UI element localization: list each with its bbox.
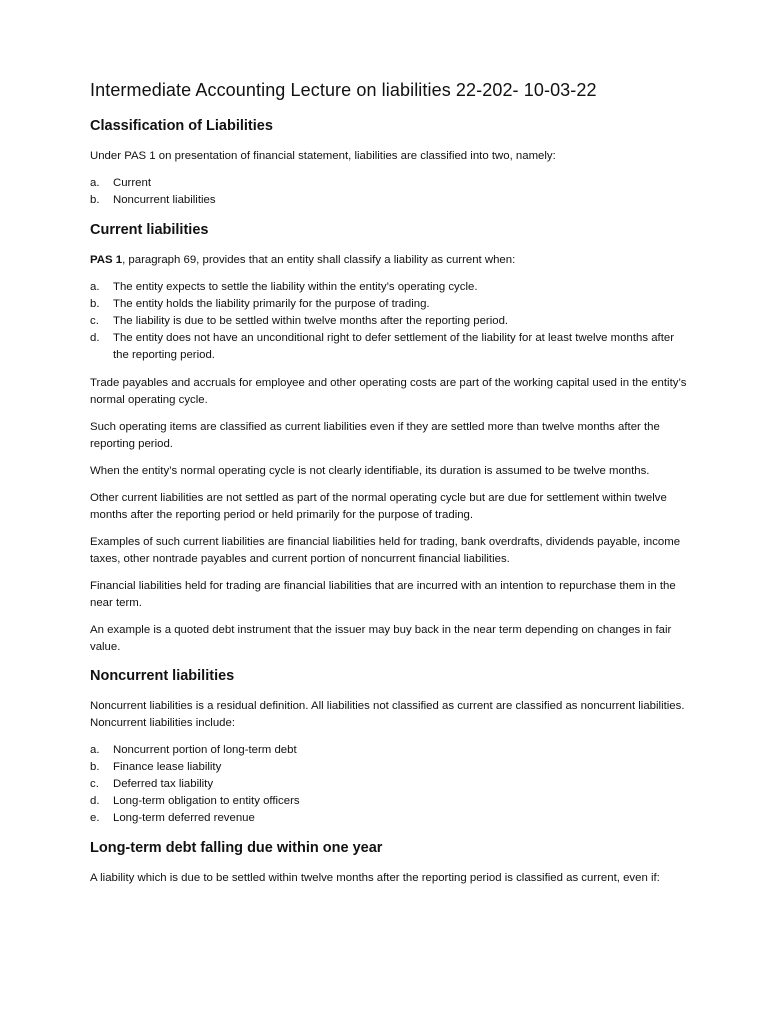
list-item-text: The entity expects to settle the liability within the entity’s operating cycle. (113, 281, 478, 293)
noncurrent-list (90, 742, 690, 827)
paragraph-operating-items: Such operating items are classified as current liabilities even if they are settled more than twelve months after the reporting period. (90, 421, 660, 450)
long-term-intro: A liability which is due to be settled within twelve months after the reporting period is classified as current, even if: (90, 872, 660, 884)
heading-classification: Classification of Liabilities (90, 118, 273, 134)
classification-intro: Under PAS 1 on presentation of financial statement, liabilities are classified into two, namely: (90, 150, 556, 162)
list-item (90, 759, 690, 776)
document-title: Intermediate Accounting Lecture on liabilities 22-202- 10-03-22 (90, 80, 597, 100)
list-marker: a. (90, 177, 100, 189)
list-marker: e. (90, 812, 100, 824)
list-marker: d. (90, 332, 100, 344)
classification-list (90, 175, 690, 209)
current-criteria-list (90, 279, 690, 364)
list-marker: d. (90, 795, 100, 807)
list-item (90, 296, 690, 313)
list-marker: c. (90, 315, 99, 327)
list-marker: a. (90, 744, 100, 756)
list-item-text: Deferred tax liability (113, 778, 214, 790)
noncurrent-intro: Noncurrent liabilities is a residual definition. All liabilities not classified as current are classified as noncurrent liabilities. Noncurrent liabilities include: (90, 700, 685, 729)
list-item-text: Noncurrent liabilities (113, 194, 216, 206)
list-item (90, 330, 690, 364)
list-marker: b. (90, 298, 100, 310)
list-item-text: Current (113, 177, 151, 189)
heading-long-term-debt: Long-term debt falling due within one year (90, 840, 383, 856)
list-item-text: The entity holds the liability primarily for the purpose of trading. (113, 298, 430, 310)
current-intro (90, 252, 690, 269)
list-item (90, 776, 690, 793)
list-item-text: The entity does not have an unconditional right to defer settlement of the liability for at least twelve months after the reporting period. (113, 332, 674, 361)
list-item (90, 313, 690, 330)
list-item (90, 810, 690, 827)
list-marker: c. (90, 778, 99, 790)
pas-reference: PAS 1 (90, 254, 123, 266)
paragraph-held-for-trading: Financial liabilities held for trading are financial liabilities that are incurred with an intention to repurchase them in the near term. (90, 580, 676, 609)
heading-current-liabilities: Current liabilities (90, 222, 209, 238)
paragraph-working-capital: Trade payables and accruals for employee and other operating costs are part of the working capital used in the entity’s normal operating cycle. (90, 377, 687, 406)
paragraph-examples: Examples of such current liabilities are financial liabilities held for trading, bank overdrafts, dividends payable, income taxes, other nontrade payables and current portion of noncurrent financial liabilities. (90, 536, 681, 565)
list-item-text: Long-term deferred revenue (113, 812, 255, 824)
heading-noncurrent-liabilities: Noncurrent liabilities (90, 668, 235, 684)
list-item (90, 742, 690, 759)
list-marker: b. (90, 194, 100, 206)
paragraph-operating-cycle: When the entity’s normal operating cycle is not clearly identifiable, its duration is assumed to be twelve months. (90, 465, 650, 477)
list-item-text: Finance lease liability (113, 761, 222, 773)
list-item (90, 279, 690, 296)
list-item-text: Noncurrent portion of long-term debt (113, 744, 297, 756)
paragraph-quoted-debt-example: An example is a quoted debt instrument that the issuer may buy back in the near term depending on changes in fair value. (90, 624, 672, 653)
list-item (90, 793, 690, 810)
list-item (90, 192, 690, 209)
list-item-text: The liability is due to be settled within twelve months after the reporting period. (113, 315, 509, 327)
document-page (90, 78, 690, 897)
list-item (90, 175, 690, 192)
list-marker: b. (90, 761, 100, 773)
current-intro-text: , paragraph 69, provides that an entity shall classify a liability as current when: (122, 254, 516, 266)
paragraph-other-current: Other current liabilities are not settled as part of the normal operating cycle but are due for settlement within twelve months after the reporting period or held primarily for the purpose of trading. (90, 492, 667, 521)
list-item-text: Long-term obligation to entity officers (113, 795, 300, 807)
list-marker: a. (90, 281, 100, 293)
